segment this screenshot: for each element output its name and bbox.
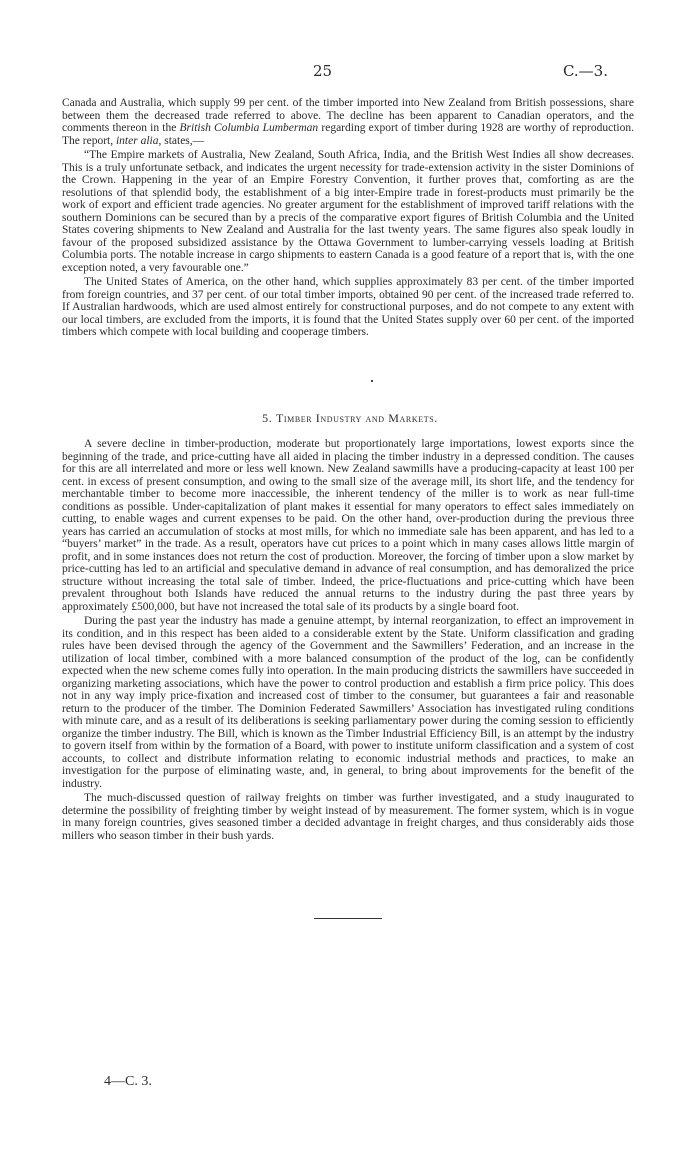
document-reference: C.—3. [562, 62, 608, 80]
separator-dot [371, 380, 373, 382]
page-header [0, 62, 700, 82]
paragraph-text: Canada and Australia, which supply 99 per cent. of the timber imported into New Zealand from British possessions, share between them the decreased trade referred to above. The decline has been apparent to Canadian operators, and the comments thereon in the [62, 97, 634, 134]
italic-publication-title: British Columbia Lumberman [179, 122, 319, 134]
horizontal-rule [314, 918, 382, 919]
paragraph-text: , states,— [158, 134, 205, 147]
text-block-imports [62, 97, 634, 341]
quotation-paragraph: “The Empire markets of Australia, New Zealand, South Africa, India, and the British West Indies all show decreases. This is a truly unfortunate setback, and indicates the urgent necessity for trade-extension activity in the sister Dominions of the Crown. Happening in the year of an Empire Forestry Convention, it further proves that, comforting as are the resolutions of that splendid body, the establishment of a big inter-Empire trade in forest-products must primarily be the work of export and efficient trade agencies. No greater argument for the establishment of improved tariff relations with the southern Dominions can be secured than by a precis of the comparative export figures of British Columbia and the United States covering shipments to New Zealand and Australia for the last twenty years. The same figures also speak loudly in favour of the proposed subsidized assistance by the Ottawa Government to lumber-carrying vessels loading at British Columbia ports. The notable increase in cargo shipments to eastern Canada is a good feature of a report that is, with the one exception noted, a very favourable one.” [62, 149, 634, 274]
section-heading [0, 411, 700, 426]
paragraph: The much-discussed question of railway freights on timber was further investigated, and a study inaugurated to determine the possibility of freighting timber by weight instead of by measurement. The former system, which is in vogue in many foreign countries, gives seasoned timber a decided advantage in freight charges, and thus considerably aids those millers who season timber in their bush yards. [62, 792, 634, 842]
section-number: 5. [262, 411, 276, 425]
section-title: Timber Industry and Markets. [275, 411, 438, 425]
paragraph-text: regarding export of timber during 1928 are worthy of reproduction. The report, [62, 122, 635, 147]
page-number: 25 [313, 62, 333, 80]
italic-latin-phrase: inter alia [115, 134, 159, 147]
paragraph: A severe decline in timber-production, moderate but proportionately large importations, lowest exports since the beginning of the trade, and price-cutting have all aided in placing the timber industry in a depressed condition. The causes for this are all interrelated and more or less well known. New Zealand sawmills have a producing-capacity at least 100 per cent. in excess of present consumption, and owing to the small size of the average mill, its short life, and the tendency for merchantable timber to become more inaccessible, the inherent tendency of the miller is to work as near full-time conditions as possible. Under-capitalization of plant makes it essential for many operators to effect sales immediately on cutting, to enable wages and current expenses to be paid. On the other hand, over-production during the previous three years has carried an accumulation of stocks at most mills, for which no immediate sale has been apparent, and has led to a “buyers’ market” in the trade. As a result, operators have cut prices to a point which in many cases allows little margin of profit, and in some instances does not return the cost of production. Moreover, the forcing of timber upon a slow market by price-cutting has led to an artificial and speculative demand in advance of real consumption, and has demoralized the price structure without increasing the total sale of timber. Indeed, the price-fluctuations and price-cutting which have been prevalent throughout both Islands have reduced the annual returns to the industry during the past three years by approximately £500,000, but have not increased the total sale of its products by a single board foot. [62, 438, 634, 613]
text-block-industry [62, 438, 634, 844]
paragraph [62, 97, 634, 147]
page-signature: 4—C. 3. [104, 1074, 152, 1089]
paragraph: During the past year the industry has made a genuine attempt, by internal reorganization, to effect an improvement in its condition, and in this respect has been aided to a considerable extent by the State. Uniform classification and grading rules have been devised through the agency of the Government and the Sawmillers’ Federation, and an increase in the utilization of local timber, combined with a more balanced consumption of the product of the log, can be confidently expected when the new scheme comes fully into operation. In the main producing districts the sawmillers have succeeded in organizing marketing associations, which have the power to control production and establish a firm price policy. This does not in any way imply price-fixation and increased cost of timber to the consumer, but guarantees a fair and reasonable return to the producer of the timber. The Dominion Federated Sawmillers’ Association has investigated ruling conditions with minute care, and as a result of its deliberations is seeking parliamentary power during the coming session to efficiently organize the timber industry. The Bill, which is known as the Timber Industrial Efficiency Bill, is an attempt by the industry to govern itself from within by the formation of a Board, with power to institute uniform classification and a system of cost accounts, to collect and distribute information relating to economic industrial methods and practices, to make an investigation for the purpose of eliminating waste, and, in general, to bring about improvements for the benefit of the industry. [62, 615, 634, 790]
paragraph: The United States of America, on the other hand, which supplies approximately 83 per cent. of the timber imported from foreign countries, and 37 per cent. of our total timber imports, obtained 90 per cent. of the increased trade referred to. If Australian hardwoods, which are used almost entirely for constructional purposes, and do not compete to any extent with our local timbers, are excluded from the imports, it is found that the United States supply over 60 per cent. of the imported timbers which compete with local building and cooperage timbers. [62, 276, 634, 338]
